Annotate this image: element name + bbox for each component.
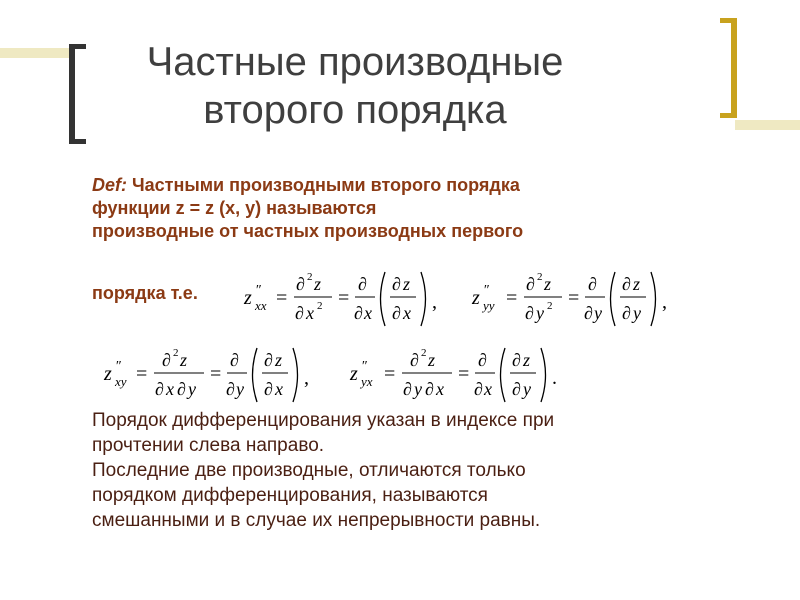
svg-text:z: z — [403, 274, 411, 294]
svg-text:xx: xx — [255, 298, 267, 313]
note-line-1: Порядок дифференцирования указан в индексе при — [92, 410, 555, 431]
svg-text:y: y — [414, 379, 422, 399]
svg-text:y: y — [633, 303, 641, 323]
svg-text:y: y — [594, 303, 602, 323]
right-bracket-icon — [718, 18, 738, 118]
definition-line-2: функции z = z (x, y) называются — [92, 198, 377, 218]
svg-text:z: z — [472, 287, 480, 309]
svg-text:z: z — [275, 350, 283, 370]
svg-text:,: , — [304, 367, 309, 389]
svg-text:x: x — [306, 303, 314, 323]
svg-text:xy: xy — [115, 374, 127, 389]
svg-text:y: y — [236, 379, 244, 399]
svg-text:″: ″ — [361, 359, 367, 374]
formula-row-1 — [240, 262, 690, 332]
svg-text:∂: ∂ — [177, 379, 186, 399]
definition-line-3: производные от частных производных первого — [92, 221, 524, 241]
slide-title — [120, 38, 590, 134]
svg-text:∂: ∂ — [295, 303, 304, 323]
note-line-2: прочтении слева направо. — [92, 435, 325, 456]
svg-text:∂: ∂ — [410, 350, 419, 370]
decorative-bar-right — [735, 120, 800, 130]
svg-text:∂: ∂ — [525, 303, 534, 323]
svg-text:″: ″ — [483, 283, 489, 298]
svg-text:yx: yx — [361, 374, 373, 389]
svg-text:∂: ∂ — [226, 379, 235, 399]
svg-text:∂: ∂ — [512, 350, 521, 370]
title-line-2: второго порядка — [203, 88, 507, 132]
note-line-5: смешанными и в случае их непрерывности равны. — [92, 510, 541, 531]
svg-text:∂: ∂ — [474, 379, 483, 399]
svg-text:y: y — [523, 379, 531, 399]
svg-text:,: , — [662, 291, 667, 313]
svg-text:∂: ∂ — [425, 379, 434, 399]
definition-line-4: порядка т.е. — [92, 283, 198, 303]
svg-text:z: z — [104, 363, 112, 385]
svg-text:z: z — [244, 287, 252, 309]
definition-text-1: Частными производными второго порядка — [127, 175, 520, 195]
svg-text:y: y — [536, 303, 544, 323]
svg-text:″: ″ — [255, 283, 261, 298]
svg-text:x: x — [436, 379, 444, 399]
svg-text:x: x — [275, 379, 283, 399]
left-bracket-icon — [68, 44, 88, 144]
svg-text:∂: ∂ — [230, 350, 239, 370]
definition-line-1 — [92, 174, 692, 197]
svg-text:x: x — [403, 303, 411, 323]
svg-text:∂: ∂ — [296, 274, 305, 294]
notes-block — [92, 408, 712, 533]
svg-text:∂: ∂ — [584, 303, 593, 323]
svg-text:z: z — [428, 350, 436, 370]
svg-text:2: 2 — [547, 300, 553, 312]
decorative-bar-left — [0, 48, 70, 58]
svg-text:=: = — [338, 287, 350, 309]
svg-text:∂: ∂ — [512, 379, 521, 399]
formula-row-2 — [100, 338, 590, 408]
svg-text:2: 2 — [421, 347, 427, 359]
svg-text:∂: ∂ — [392, 303, 401, 323]
svg-text:∂: ∂ — [588, 274, 597, 294]
svg-text:∂: ∂ — [526, 274, 535, 294]
svg-text:x: x — [166, 379, 174, 399]
definition-label: Def: — [92, 175, 127, 195]
svg-text:z: z — [180, 350, 188, 370]
title-line-1: Частные производные — [146, 40, 564, 84]
svg-text:z: z — [544, 274, 552, 294]
svg-text:∂: ∂ — [155, 379, 164, 399]
svg-text:yy: yy — [483, 298, 495, 313]
svg-text:2: 2 — [317, 300, 323, 312]
svg-text:2: 2 — [307, 271, 313, 283]
note-line-4: порядком дифференцирования, называются — [92, 485, 488, 506]
svg-text:=: = — [458, 363, 470, 385]
svg-text:∂: ∂ — [478, 350, 487, 370]
svg-text:∂: ∂ — [403, 379, 412, 399]
svg-text:z: z — [523, 350, 531, 370]
svg-text:∂: ∂ — [392, 274, 401, 294]
svg-text:,: , — [432, 291, 437, 313]
svg-text:=: = — [384, 363, 396, 385]
svg-text:z: z — [633, 274, 641, 294]
svg-text:″: ″ — [115, 359, 121, 374]
svg-text:.: . — [552, 367, 557, 389]
definition-block — [92, 174, 692, 243]
svg-text:z: z — [314, 274, 322, 294]
svg-text:2: 2 — [173, 347, 179, 359]
svg-text:z: z — [350, 363, 358, 385]
svg-text:∂: ∂ — [622, 274, 631, 294]
svg-text:x: x — [364, 303, 372, 323]
svg-text:x: x — [484, 379, 492, 399]
svg-text:=: = — [506, 287, 518, 309]
svg-text:∂: ∂ — [264, 379, 273, 399]
svg-text:∂: ∂ — [264, 350, 273, 370]
svg-text:=: = — [276, 287, 288, 309]
svg-text:=: = — [210, 363, 222, 385]
svg-text:∂: ∂ — [358, 274, 367, 294]
svg-text:=: = — [136, 363, 148, 385]
svg-text:y: y — [188, 379, 196, 399]
svg-text:∂: ∂ — [162, 350, 171, 370]
svg-text:∂: ∂ — [354, 303, 363, 323]
svg-text:2: 2 — [537, 271, 543, 283]
note-line-3: Последние две производные, отличаются только — [92, 460, 526, 481]
svg-text:∂: ∂ — [622, 303, 631, 323]
svg-text:=: = — [568, 287, 580, 309]
